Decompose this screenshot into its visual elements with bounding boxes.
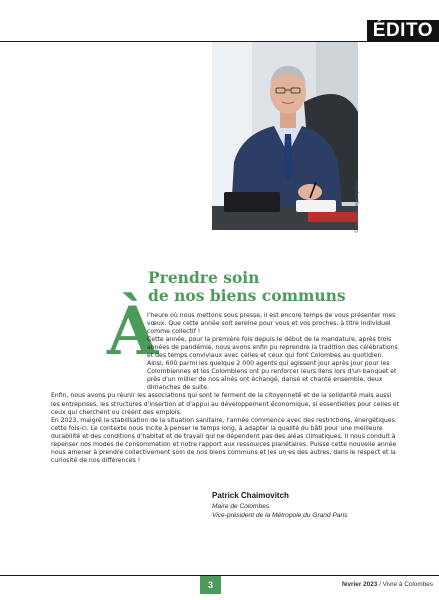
signature-name: Patrick Chaimovitch [212, 491, 289, 500]
issue-date: février 2023 [341, 581, 378, 588]
section-tag: ÉDITO [367, 20, 439, 42]
paragraph: Enfin, nous avons pu réunir les associations qui sont le ferment de la citoyenneté et de la solidarité mais aussi les entreprises, les structures d'insertion et d'appui au développement économique, si essentielles pour celles et ceux qui cherchent ou créent des emplois. [51, 392, 400, 416]
signature-role-secondary: Vice-président de la Métropole du Grand Paris [212, 512, 348, 519]
paragraph: En 2023, malgré la stabilisation de la situation sanitaire, l'année commence avec des restrictions, énergétiques cette fois-ci. Le contexte nous incite à penser le temps long, à adapter la qualité du bâti pour une meilleure durabilité et des conditions d'habitat et de travail qui ne dépendent pas des aléas climatiques. Il nous conduit à repenser nos modes de consommation et notre rapport aux ressources planétaires. Puisse cette nouvelle année nous amener à prendre collectivement soin de nos biens communs et les un·es des autres, dans le respect et la curiosité de nos différences ! [51, 416, 397, 464]
signature-role: Maire de Colombes [212, 503, 270, 510]
issue-separator: / [377, 581, 383, 588]
article-title-line1: Prendre soin [148, 268, 260, 287]
article-title-line2: de nos biens communs [148, 286, 346, 305]
issue-info [342, 580, 433, 589]
drop-cap: À [107, 292, 159, 370]
paragraph: l'heure où nous mettons sous presse, il est encore temps de vous présenter mes vœux. Que cette année soit sereine pour vous et vos proches, à titre individuel comme collectif ! [147, 312, 396, 336]
paragraph: Cette année, pour la première fois depuis le début de la mandature, après trois années de pandémie, nous avons enfin pu reprendre la tradition des célébrations et des temps conviviaux avec celles et ceux qui font Colombes au quotidien. Ainsi, 600 parmi les quelque 2 000 agents qui agissent jour après jour pour les Colombiennes et les Colombiens ont pu renforcer leurs liens lors d'un banquet et près d'un millier de nos aînés ont échangé, dansé et chanté ensemble, deux dimanches de suite. [147, 336, 398, 392]
article-title [148, 269, 348, 305]
photo-credit-text: © Nicolas Krieger/Spiritus [354, 180, 359, 233]
page-number: 3 [200, 576, 221, 594]
portrait-photo [212, 42, 358, 230]
publication-name: Vivre à Colombes [382, 581, 433, 588]
article-body [51, 312, 401, 465]
